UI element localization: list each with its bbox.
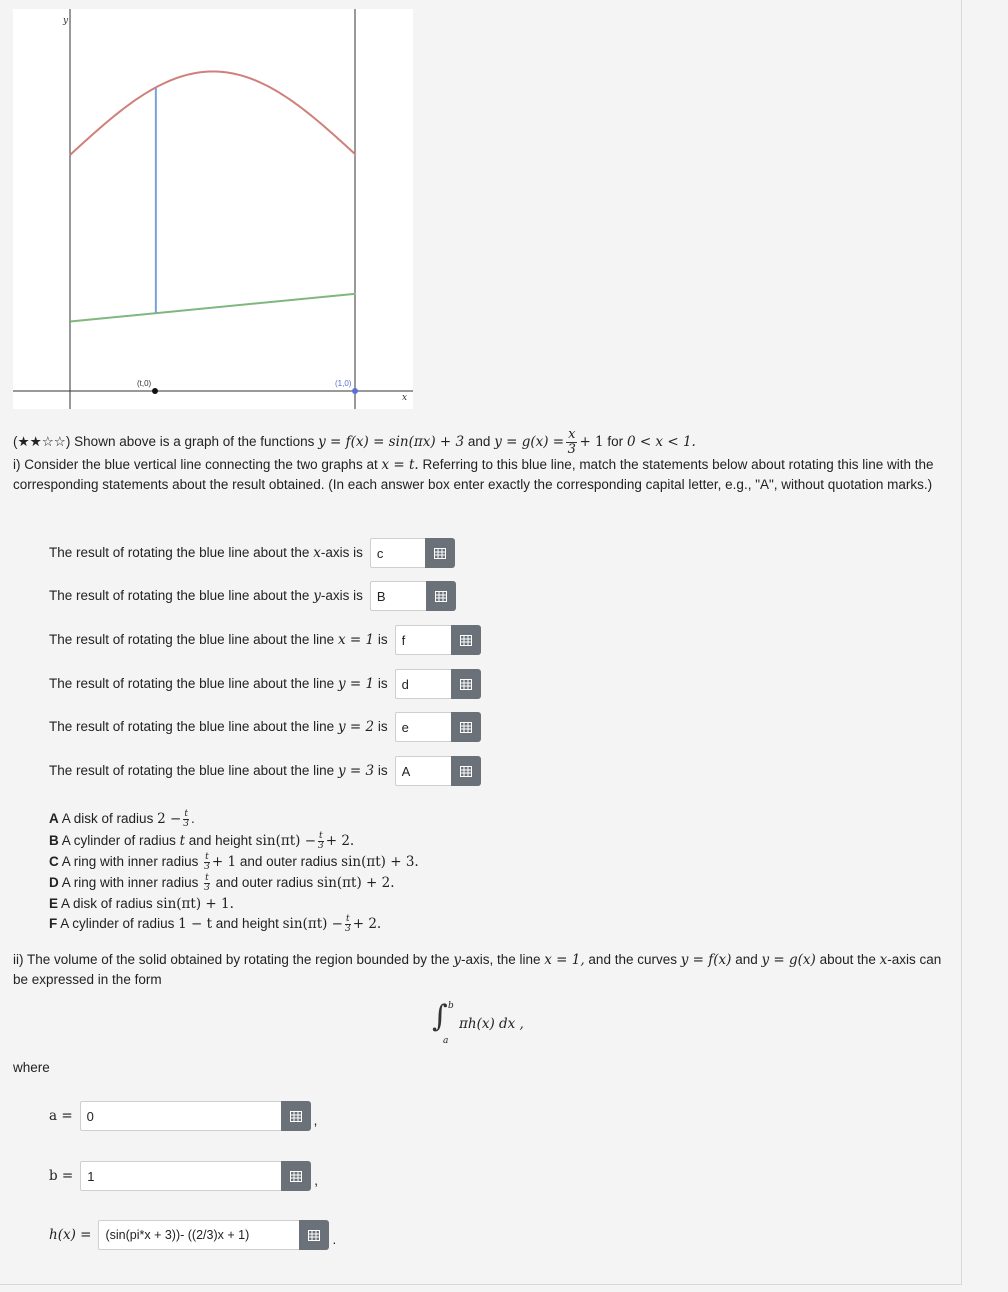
statement-row-y-equals-2 [49, 712, 481, 742]
frac-num: x [568, 427, 576, 442]
x-axis-label: x [402, 393, 408, 403]
option-f: F A cylinder of radius 1 − t and height sin(πt) − $\frac{t}{3}$ + 2. [49, 913, 382, 934]
function-graph [13, 9, 413, 409]
equation-editor-button[interactable] [299, 1220, 329, 1250]
a-label: a = [49, 1108, 73, 1124]
statement-row-y-equals-1 [49, 669, 481, 699]
difficulty-stars: (★★☆☆) [13, 434, 71, 450]
integral-body: πh(x) dx , [459, 1016, 524, 1032]
intro-g-right: + 1 [579, 434, 604, 451]
answer-input-y-equals-1[interactable] [395, 669, 451, 699]
grid-icon [434, 548, 446, 559]
grid-icon [460, 679, 472, 690]
integral-display [432, 999, 552, 1047]
point-one-label: (1,0) [335, 379, 352, 388]
grid-icon [435, 591, 447, 602]
option-c: C A ring with inner radius $\frac{t}{3}$ + 1 and outer radius sin(πt) + 3. [49, 851, 419, 872]
a-answer-row [49, 1101, 317, 1131]
option-b: B A cylinder of radius t and height sin(πt) − $\frac{t}{3}$ + 2. [49, 830, 355, 851]
grid-icon [460, 635, 472, 646]
point-one [352, 388, 358, 394]
comma: , [314, 1172, 319, 1188]
b-answer-row [49, 1161, 318, 1191]
integral-lower: a [443, 1036, 449, 1046]
problem-intro [13, 428, 948, 457]
equation-editor-button[interactable] [451, 669, 481, 699]
y-axis-label: y [63, 16, 69, 26]
equation-editor-button[interactable] [426, 581, 456, 611]
part-ii-text: ii) The volume of the solid obtained by rotating the region bounded by the y-axis, the line x = 1, and the curves y = f(x) and y = g(x) about the x-axis can be expressed in the form [13, 952, 942, 987]
intro-for: for [607, 434, 624, 450]
intro-f-math: y = f(x) = sin(πx) + 3 [318, 434, 465, 451]
statement-label: The result of rotating the blue line about the line y = 1 is [49, 676, 388, 692]
answer-input-y-equals-3[interactable] [395, 756, 451, 786]
statement-row-x-axis [49, 538, 455, 568]
comma: , [313, 1112, 318, 1128]
intro-and: and [467, 434, 491, 450]
answer-input-y-axis[interactable] [370, 581, 426, 611]
integral-upper: b [448, 1001, 454, 1011]
equation-editor-button[interactable] [281, 1161, 311, 1191]
b-input[interactable] [80, 1161, 281, 1191]
part-i-b: Referring to this blue line, match the statements below about rotating this line with the corresponding statements about the result obtained. (In each answer box enter exactly the corresponding capital letter, e.g., "A", without quotation marks.) [13, 457, 934, 492]
intro-text: Shown above is a graph of the functions [74, 434, 315, 450]
period: . [332, 1231, 337, 1247]
statement-label: The result of rotating the blue line about the line y = 3 is [49, 763, 388, 779]
point-t [152, 388, 158, 394]
intro-g-math: y = g(x) = [494, 434, 565, 451]
statement-label: The result of rotating the blue line about the line x = 1 is [49, 632, 388, 648]
grid-icon [460, 766, 472, 777]
h-input[interactable] [98, 1220, 299, 1250]
equation-editor-button[interactable] [425, 538, 455, 568]
equation-editor-button[interactable] [451, 712, 481, 742]
h-label: h(x) = [49, 1227, 92, 1243]
answer-input-y-equals-2[interactable] [395, 712, 451, 742]
option-d: D A ring with inner radius $\frac{t}{3}$ and outer radius sin(πt) + 2. [49, 872, 395, 893]
a-input[interactable] [80, 1101, 281, 1131]
statement-row-y-axis [49, 581, 456, 611]
frac-den: 3 [567, 442, 576, 457]
part-i-math: x = t. [381, 457, 419, 473]
grid-icon [290, 1111, 302, 1122]
curve-g [70, 294, 356, 322]
option-e: E A disk of radius sin(πt) + 1. [49, 896, 234, 912]
curve-f [70, 72, 356, 155]
grid-icon [460, 722, 472, 733]
answer-input-x-axis[interactable] [370, 538, 425, 568]
statement-row-y-equals-3 [49, 756, 481, 786]
part-i-text [13, 455, 948, 495]
b-label: b = [49, 1168, 74, 1184]
statement-row-x-equals-1 [49, 625, 481, 655]
equation-editor-button[interactable] [451, 756, 481, 786]
option-a: A A disk of radius 2 − $\frac{t}{3}$ . [49, 808, 195, 829]
where-text: where [13, 1060, 50, 1075]
equation-editor-button[interactable] [451, 625, 481, 655]
statement-label: The result of rotating the blue line about the y-axis is [49, 588, 363, 604]
statement-label: The result of rotating the blue line about the x-axis is [49, 545, 363, 561]
h-answer-row [49, 1220, 336, 1250]
integral-sign: ∫ [432, 999, 448, 1034]
intro-g-frac [566, 428, 577, 457]
part-i-a: i) Consider the blue vertical line connecting the two graphs at [13, 457, 378, 472]
grid-icon [308, 1230, 320, 1241]
equation-editor-button[interactable] [281, 1101, 311, 1131]
statement-label: The result of rotating the blue line about the line y = 2 is [49, 719, 388, 735]
grid-icon [290, 1171, 302, 1182]
intro-range: 0 < x < 1. [626, 434, 696, 451]
answer-input-x-equals-1[interactable] [395, 625, 451, 655]
point-t-label: (t,0) [137, 379, 152, 388]
